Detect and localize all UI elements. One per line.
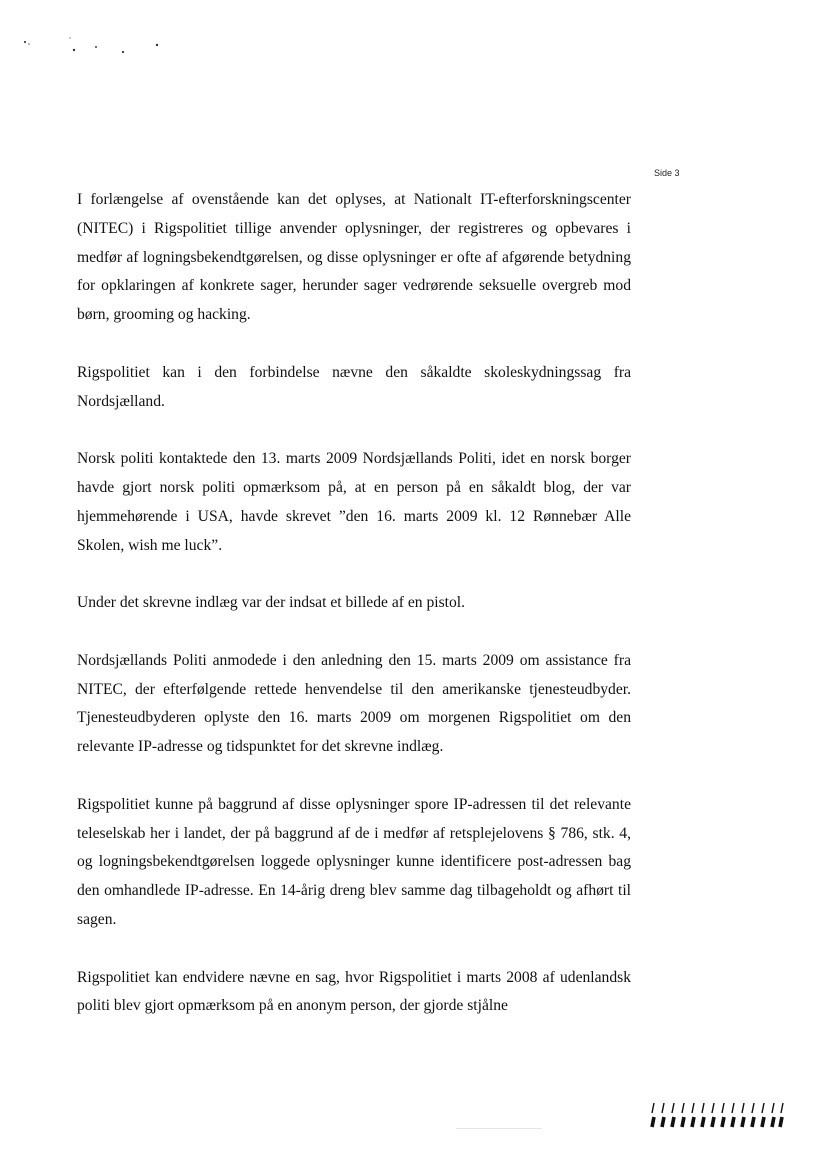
paragraph: Rigspolitiet kan endvidere nævne en sag, hvor Rigspolitiet i marts 2008 af udenlandsk politi blev gjort opmærksom på en anonym person, der gjorde stjålne <box>77 968 631 1015</box>
paragraph: Rigspolitiet kunne på baggrund af disse oplysninger spore IP-adressen til det relevante teleselskab her i landet, der på baggrund af de i medfør af retsplejelovens § 786, stk. 4, og logningsbekendtgørelsen loggede oplysninger kunne identificere post-adressen bag den omhandlede IP-adresse. En 14-årig dreng blev samme dag tilbageholdt og afhørt til sagen. <box>77 795 631 928</box>
paragraph: Nordsjællands Politi anmodede i den anledning den 15. marts 2009 om assistance fra NITEC, der efterfølgende rettede henvendelse til den amerikanske tjenesteudbyder. Tjenesteudbyderen oplyste den 16. marts 2009 om morgenen Rigspolitiet om den relevante IP-adresse og tidspunktet for det skrevne indlæg. <box>77 651 631 756</box>
page-number: Side 3 <box>654 168 680 178</box>
document-body <box>77 186 631 1050</box>
paragraph: I forlængelse af ovenstående kan det oplyses, at Nationalt IT-efterforskningscenter (NITEC) i Rigspolitiet tillige anvender oplysninger, der registreres og opbevares i medfør af logningsbekendtgørelsen, og disse oplysninger er ofte af afgørende betydning for opklaringen af konkrete sager, herunder sager vedrørende seksuelle overgreb mod børn, grooming og hacking. <box>77 191 631 324</box>
paragraph: Under det skrevne indlæg var der indsat et billede af en pistol. <box>77 594 466 612</box>
paragraph: Norsk politi kontaktede den 13. marts 2009 Nordsjællands Politi, idet en norsk borger havde gjort norsk politi opmærksom på, at en person på en såkaldt blog, der var hjemmehørende i USA, havde skrevet ”den 16. marts 2009 kl. 12 Rønnebær Alle Skolen, wish me luck”. <box>77 450 631 554</box>
scan-specks <box>20 34 170 60</box>
paragraph: Rigspolitiet kan i den forbindelse nævne den såkaldte skoleskydningssag fra Nordsjælland. <box>77 363 631 410</box>
footer-rule <box>456 1128 542 1129</box>
barcode <box>650 1103 785 1129</box>
